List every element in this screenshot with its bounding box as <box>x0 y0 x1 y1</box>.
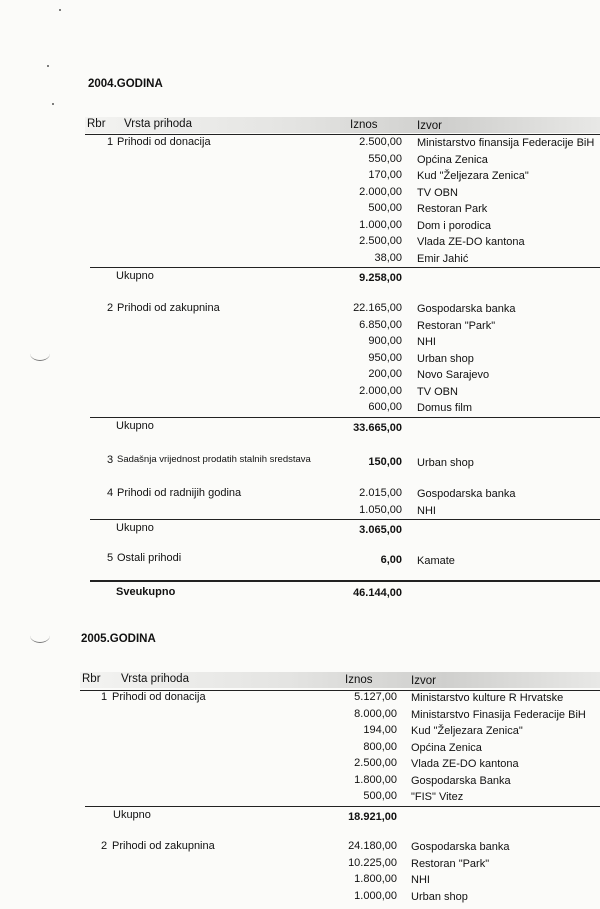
year-heading-2005: 2005.GODINA <box>81 633 156 645</box>
col-header-vrsta: Vrsta prihoda <box>124 118 192 130</box>
subtotal-amount: 9.258,00 <box>359 272 402 284</box>
col-header-iznos: Iznos <box>350 119 378 131</box>
subtotal-amount: 33.665,00 <box>353 421 402 434</box>
item-amount: 5.127,00 <box>354 691 397 703</box>
item-source: Općina Zenica <box>417 153 488 166</box>
subtotal-amount: 3.065,00 <box>359 524 402 536</box>
item-amount: 800,00 <box>363 740 397 753</box>
item-source: Domus film <box>417 402 473 414</box>
group-number: 2 <box>101 840 108 852</box>
item-source: "FIS" Vitez <box>411 791 464 803</box>
item-source: Emir Jahić <box>417 252 469 265</box>
item-amount: 950,00 <box>368 351 402 364</box>
item-source: Gospodarska banka <box>417 488 516 500</box>
grand-total-rule <box>90 580 600 582</box>
item-source: Dom i porodica <box>417 219 491 232</box>
group-name: Prihodi od donacija <box>112 691 206 703</box>
col-header-rbr: Rbr <box>87 118 106 130</box>
item-amount: 500,00 <box>363 790 397 802</box>
item-source: NHI <box>411 874 430 886</box>
col-header-izvor: Izvor <box>411 675 436 687</box>
item-source: Kud "Željezara Zenica" <box>411 725 523 737</box>
group-name: Prihodi od zakupnina <box>112 840 215 852</box>
group-name: Ostali prihodi <box>117 552 182 564</box>
item-source: Novo Sarajevo <box>417 369 490 381</box>
item-source: Vlada ZE-DO kantona <box>417 236 525 248</box>
subtotal-rule <box>85 806 600 807</box>
item-amount: 1.000,00 <box>354 889 397 902</box>
item-source: Urban shop <box>417 352 474 365</box>
item-amount: 8.000,00 <box>354 707 397 720</box>
item-source: Restoran "Park" <box>411 857 490 870</box>
item-source: Restoran Park <box>417 203 488 215</box>
item-source: NHI <box>417 336 436 348</box>
item-amount: 6,00 <box>380 554 402 566</box>
item-amount: 24.180,00 <box>348 840 397 852</box>
item-source: NHI <box>417 504 436 517</box>
item-amount: 500,00 <box>368 202 402 214</box>
col-header-izvor: Izvor <box>417 120 442 132</box>
item-source: Urban shop <box>411 890 468 903</box>
item-amount: 6.850,00 <box>359 318 402 331</box>
subtotal-label: Ukupno <box>116 270 154 282</box>
group-name: Prihodi od radnijih godina <box>117 487 242 499</box>
subtotal-rule <box>90 519 600 520</box>
group-name: Sadašnja vrijednost prodatih stalnih sredstava <box>117 454 311 465</box>
item-source: TV OBN <box>417 186 458 199</box>
item-amount: 194,00 <box>363 724 397 736</box>
item-source: Ministarstvo kulture R Hrvatske <box>411 692 564 704</box>
item-amount: 550,00 <box>368 152 402 165</box>
group-name: Prihodi od donacija <box>117 136 211 148</box>
item-source: Ministarstvo Finasija Federacije BiH <box>411 708 586 721</box>
item-amount: 1.050,00 <box>359 503 402 516</box>
item-amount: 22.165,00 <box>353 302 402 314</box>
col-header-vrsta: Vrsta prihoda <box>121 673 189 685</box>
item-amount: 1.800,00 <box>354 773 397 786</box>
item-source: Vlada ZE-DO kantona <box>411 758 519 770</box>
group-number: 1 <box>107 136 114 148</box>
item-amount: 2.015,00 <box>359 487 402 499</box>
punch-hole-bottom <box>30 628 50 643</box>
group-number: 1 <box>101 691 108 703</box>
item-amount: 200,00 <box>368 368 402 380</box>
item-amount: 600,00 <box>368 401 402 413</box>
group-number: 3 <box>107 454 114 466</box>
subtotal-rule <box>90 417 600 418</box>
subtotal-label: Ukupno <box>116 522 154 534</box>
subtotal-label: Ukupno <box>116 419 154 432</box>
grand-total-label: Sveukupno <box>116 586 176 598</box>
item-amount: 2.500,00 <box>359 136 402 148</box>
item-amount: 38,00 <box>374 251 402 264</box>
subtotal-label: Ukupno <box>113 808 151 821</box>
speck <box>59 9 61 11</box>
item-amount: 1.000,00 <box>359 218 402 231</box>
col-header-iznos: Iznos <box>345 674 373 686</box>
group-number: 2 <box>107 302 114 314</box>
group-name: Prihodi od zakupnina <box>117 302 220 314</box>
item-amount: 170,00 <box>368 169 402 181</box>
item-amount: 2.000,00 <box>359 185 402 198</box>
item-source: Restoran "Park" <box>417 319 496 332</box>
item-source: TV OBN <box>417 385 458 398</box>
item-source: Gospodarska Banka <box>411 774 511 787</box>
year-heading-2004: 2004.GODINA <box>88 78 163 90</box>
item-source: Gospodarska banka <box>417 303 516 315</box>
item-amount: 900,00 <box>368 335 402 347</box>
item-source: Općina Zenica <box>411 741 482 754</box>
item-amount: 10.225,00 <box>348 856 397 869</box>
item-source: Kamate <box>417 555 455 567</box>
punch-hole-top <box>30 346 50 361</box>
item-source: Gospodarska banka <box>411 841 510 853</box>
item-amount: 2.000,00 <box>359 384 402 397</box>
item-amount: 1.800,00 <box>354 873 397 885</box>
speck <box>47 65 49 67</box>
item-amount: 150,00 <box>368 456 402 468</box>
group-number: 5 <box>107 552 114 564</box>
item-amount: 2.500,00 <box>354 757 397 769</box>
grand-total-amount: 46.144,00 <box>353 587 402 599</box>
col-header-rbr: Rbr <box>82 673 101 685</box>
item-source: Urban shop <box>417 457 474 469</box>
speck <box>52 103 54 105</box>
item-amount: 2.500,00 <box>359 235 402 247</box>
subtotal-amount: 18.921,00 <box>348 810 397 823</box>
group-number: 4 <box>107 487 114 499</box>
item-source: Kud "Željezara Zenica" <box>417 170 529 182</box>
subtotal-rule <box>90 267 600 268</box>
item-source: Ministarstvo finansija Federacije BiH <box>417 137 595 149</box>
